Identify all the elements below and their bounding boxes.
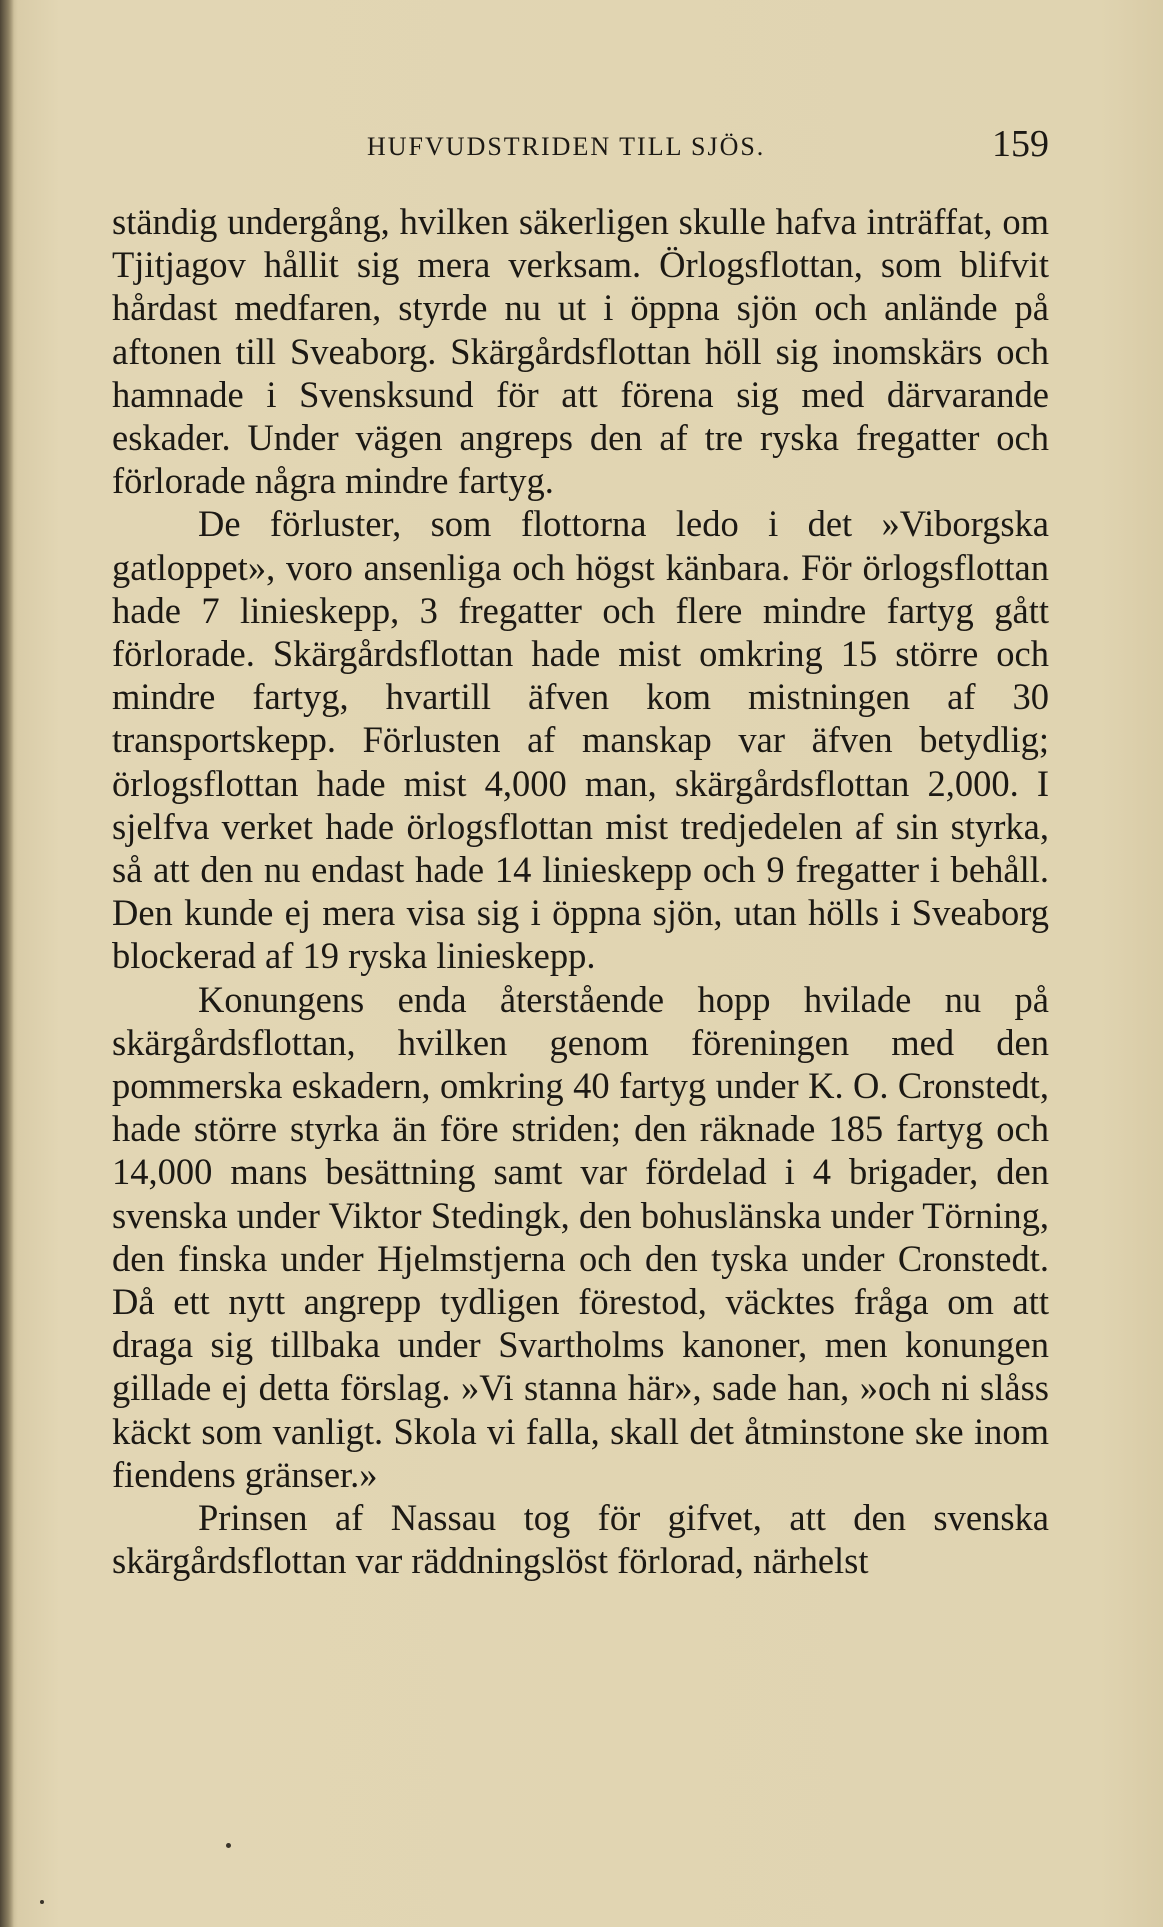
paragraph: ständig undergång, hvilken säkerligen skulle hafva inträffat, om Tjitjagov hållit sig mera verksam. Örlogsflottan, som blifvit hårdast medfaren, styrde nu ut i öppna sjön och anlände på aftonen till Sveaborg. Skärgårdsflottan höll sig inomskärs och hamnade i Svensksund för att förena sig med därvarande eskader. Under vägen angreps den af tre ryska fregatter och förlorade några mindre fartyg.	[112, 201, 1049, 502]
paragraph: Prinsen af Nassau tog för gifvet, att den svenska skärgårdsflottan var räddningslöst förlorad, närhelst	[112, 1497, 1049, 1582]
paragraph: Konungens enda återstående hopp hvilade nu på skärgårdsflottan, hvilken genom föreningen med den pommerska eskadern, omkring 40 fartyg under K. O. Cronstedt, hade större styrka än före striden; den räknade 185 fartyg och 14,000 mans besättning samt var fördelad i 4 brigader, den svenska under Viktor Stedingk, den bohuslänska under Törning, den finska under Hjelmstjerna och den tyska under Cronstedt. Då ett nytt angrepp tydligen förestod, väcktes fråga om att draga sig tillbaka under Svartholms kanoner, men konungen gillade ej detta förslag. »Vi stanna här», sade han, »och ni slåss käckt som vanligt. Skola vi falla, skall det åtminstone ske inom fiendens gränser.»	[112, 978, 1049, 1495]
binding-gutter	[0, 0, 14, 1927]
page-number: 159	[992, 123, 1049, 165]
paragraph: De förluster, som flottorna ledo i det »Viborgska gatloppet», voro ansenliga och högst känbara. För örlogsflottan hade 7 linieskepp, 3 fregatter och flere mindre fartyg gått förlorade. Skärgårdsflottan hade mist omkring 15 större och mindre fartyg, hvartill äfven kom mistningen af 30 transportskepp. Förlusten af manskap var äfven betydlig; örlogsflottan hade mist 4,000 man, skärgårdsflottan 2,000. I sjelfva verket hade örlogsflottan mist tredjedelen af sin styrka, så att den nu endast hade 14 linieskepp och 9 fregatter i behåll. Den kunde ej mera visa sig i öppna sjön, utan hölls i Sveaborg blockerad af 19 ryska linieskepp.	[112, 503, 1049, 977]
page-header	[112, 122, 1049, 172]
running-head: HUFVUDSTRIDEN TILL SJÖS.	[367, 132, 766, 161]
ink-speck	[226, 1843, 231, 1848]
body-text	[112, 200, 1049, 1583]
ink-speck	[40, 1900, 44, 1904]
